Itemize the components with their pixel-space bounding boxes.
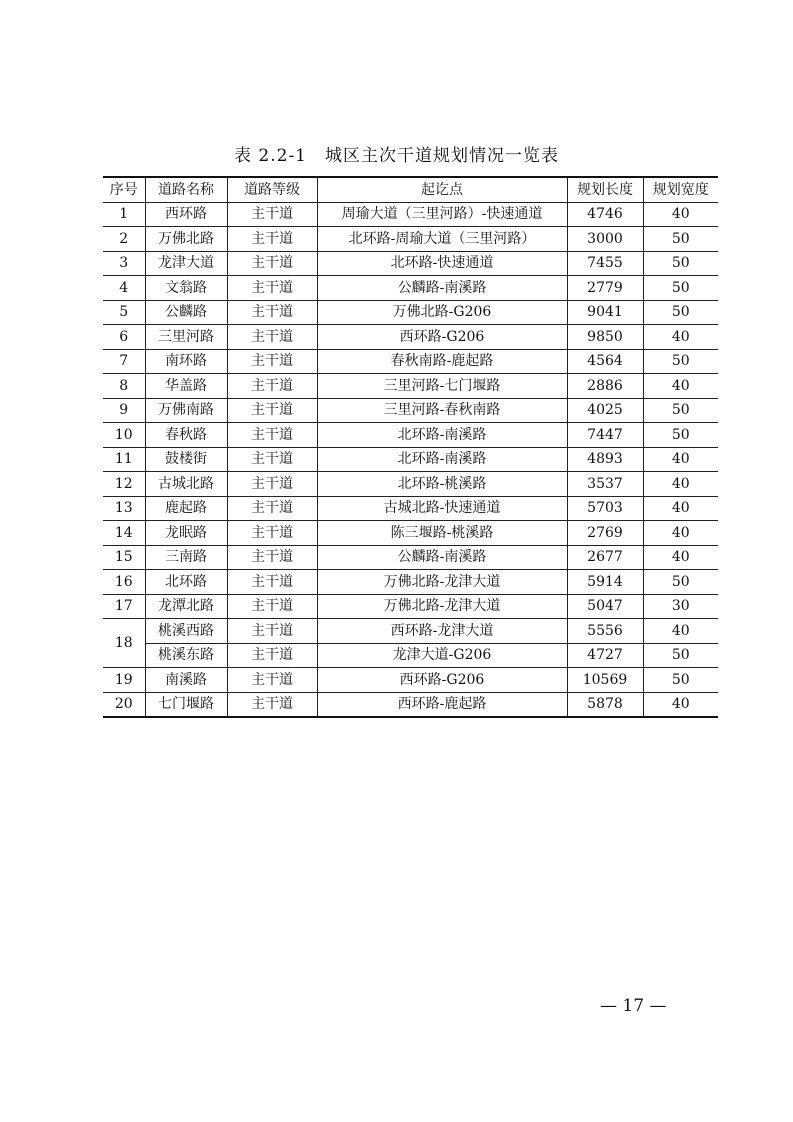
table-row — [103, 619, 718, 644]
cell-no: 5 — [103, 300, 145, 325]
cell-name: 七门堰路 — [145, 692, 227, 717]
cell-grade: 主干道 — [227, 447, 317, 472]
cell-width: 50 — [643, 251, 718, 276]
header-width: 规划宽度 — [643, 177, 718, 202]
table-title: 城区主次干道规划情况一览表 — [325, 146, 559, 166]
cell-width: 30 — [643, 594, 718, 619]
page-number: — 17 — — [600, 996, 667, 1016]
cell-length: 3537 — [567, 472, 643, 497]
cell-length: 2779 — [567, 276, 643, 301]
cell-grade: 主干道 — [227, 276, 317, 301]
cell-name: 古城北路 — [145, 472, 227, 497]
table-row — [103, 202, 718, 227]
cell-name: 桃溪西路 — [145, 619, 227, 644]
cell-route: 西环路-G206 — [317, 668, 567, 693]
cell-length: 5047 — [567, 594, 643, 619]
cell-name: 三南路 — [145, 545, 227, 570]
cell-route: 西环路-G206 — [317, 325, 567, 350]
table-row — [103, 349, 718, 374]
table-row — [103, 496, 718, 521]
cell-width: 50 — [643, 227, 718, 252]
cell-grade: 主干道 — [227, 325, 317, 350]
cell-length: 5556 — [567, 619, 643, 644]
cell-width: 50 — [643, 570, 718, 595]
cell-width: 40 — [643, 496, 718, 521]
table-row — [103, 398, 718, 423]
cell-grade: 主干道 — [227, 545, 317, 570]
cell-route: 春秋南路-鹿起路 — [317, 349, 567, 374]
cell-width: 50 — [643, 423, 718, 448]
cell-name: 龙潭北路 — [145, 594, 227, 619]
table-row — [103, 594, 718, 619]
cell-grade: 主干道 — [227, 202, 317, 227]
cell-length: 5703 — [567, 496, 643, 521]
cell-no: 4 — [103, 276, 145, 301]
cell-grade: 主干道 — [227, 594, 317, 619]
cell-length: 2886 — [567, 374, 643, 399]
cell-no: 20 — [103, 692, 145, 717]
cell-name: 北环路 — [145, 570, 227, 595]
cell-grade: 主干道 — [227, 227, 317, 252]
cell-width: 50 — [643, 276, 718, 301]
cell-grade: 主干道 — [227, 692, 317, 717]
cell-length: 4727 — [567, 643, 643, 668]
table-row — [103, 643, 718, 668]
cell-length: 2769 — [567, 521, 643, 546]
cell-grade: 主干道 — [227, 496, 317, 521]
cell-name: 春秋路 — [145, 423, 227, 448]
cell-width: 40 — [643, 472, 718, 497]
cell-route: 北环路-快速通道 — [317, 251, 567, 276]
cell-width: 40 — [643, 545, 718, 570]
header-length: 规划长度 — [567, 177, 643, 202]
header-grade: 道路等级 — [227, 177, 317, 202]
cell-name: 万佛北路 — [145, 227, 227, 252]
cell-length: 4564 — [567, 349, 643, 374]
header-no: 序号 — [103, 177, 145, 202]
cell-name: 鼓楼街 — [145, 447, 227, 472]
table-row — [103, 521, 718, 546]
cell-no: 7 — [103, 349, 145, 374]
cell-route: 北环路-南溪路 — [317, 423, 567, 448]
cell-no: 9 — [103, 398, 145, 423]
cell-width: 40 — [643, 447, 718, 472]
cell-width: 50 — [643, 643, 718, 668]
cell-grade: 主干道 — [227, 349, 317, 374]
cell-route: 万佛北路-龙津大道 — [317, 594, 567, 619]
cell-name: 南环路 — [145, 349, 227, 374]
cell-no: 13 — [103, 496, 145, 521]
table-header-row — [103, 177, 718, 202]
cell-width: 40 — [643, 521, 718, 546]
cell-route: 公麟路-南溪路 — [317, 276, 567, 301]
cell-route: 龙津大道-G206 — [317, 643, 567, 668]
cell-name: 南溪路 — [145, 668, 227, 693]
table-row — [103, 423, 718, 448]
cell-no: 6 — [103, 325, 145, 350]
cell-name: 西环路 — [145, 202, 227, 227]
cell-route: 周瑜大道（三里河路）-快速通道 — [317, 202, 567, 227]
cell-name: 三里河路 — [145, 325, 227, 350]
cell-length: 10569 — [567, 668, 643, 693]
cell-no: 14 — [103, 521, 145, 546]
cell-name: 公麟路 — [145, 300, 227, 325]
cell-length: 7455 — [567, 251, 643, 276]
cell-length: 3000 — [567, 227, 643, 252]
cell-grade: 主干道 — [227, 251, 317, 276]
cell-route: 万佛北路-龙津大道 — [317, 570, 567, 595]
cell-width: 40 — [643, 619, 718, 644]
cell-route: 古城北路-快速通道 — [317, 496, 567, 521]
cell-grade: 主干道 — [227, 472, 317, 497]
cell-no: 12 — [103, 472, 145, 497]
cell-route: 西环路-龙津大道 — [317, 619, 567, 644]
cell-name: 龙眠路 — [145, 521, 227, 546]
cell-no: 8 — [103, 374, 145, 399]
cell-length: 4893 — [567, 447, 643, 472]
cell-grade: 主干道 — [227, 374, 317, 399]
table-row — [103, 325, 718, 350]
cell-no: 18 — [103, 619, 145, 668]
header-name: 道路名称 — [145, 177, 227, 202]
road-planning-table — [103, 176, 718, 718]
table-row — [103, 668, 718, 693]
cell-length: 9041 — [567, 300, 643, 325]
table-row — [103, 276, 718, 301]
cell-no: 1 — [103, 202, 145, 227]
cell-no: 2 — [103, 227, 145, 252]
table-number: 表 2.2-1 — [234, 146, 307, 166]
table-row — [103, 472, 718, 497]
cell-route: 西环路-鹿起路 — [317, 692, 567, 717]
cell-name: 万佛南路 — [145, 398, 227, 423]
cell-width: 50 — [643, 349, 718, 374]
table-row — [103, 692, 718, 717]
cell-no: 17 — [103, 594, 145, 619]
cell-route: 三里河路-七门堰路 — [317, 374, 567, 399]
table-row — [103, 570, 718, 595]
cell-length: 2677 — [567, 545, 643, 570]
table-row — [103, 227, 718, 252]
cell-route: 陈三堰路-桃溪路 — [317, 521, 567, 546]
cell-length: 7447 — [567, 423, 643, 448]
cell-grade: 主干道 — [227, 619, 317, 644]
cell-name: 桃溪东路 — [145, 643, 227, 668]
cell-route: 北环路-桃溪路 — [317, 472, 567, 497]
cell-grade: 主干道 — [227, 668, 317, 693]
cell-route: 北环路-南溪路 — [317, 447, 567, 472]
table-row — [103, 374, 718, 399]
cell-no: 19 — [103, 668, 145, 693]
cell-length: 5878 — [567, 692, 643, 717]
table-row — [103, 545, 718, 570]
header-route: 起讫点 — [317, 177, 567, 202]
cell-length: 4746 — [567, 202, 643, 227]
table-row — [103, 251, 718, 276]
table-caption — [0, 141, 793, 166]
cell-route: 北环路-周瑜大道（三里河路） — [317, 227, 567, 252]
cell-grade: 主干道 — [227, 570, 317, 595]
cell-name: 文翁路 — [145, 276, 227, 301]
cell-route: 公麟路-南溪路 — [317, 545, 567, 570]
cell-length: 9850 — [567, 325, 643, 350]
cell-width: 50 — [643, 668, 718, 693]
table-row — [103, 447, 718, 472]
cell-no: 16 — [103, 570, 145, 595]
cell-length: 4025 — [567, 398, 643, 423]
cell-route: 万佛北路-G206 — [317, 300, 567, 325]
cell-grade: 主干道 — [227, 643, 317, 668]
cell-grade: 主干道 — [227, 398, 317, 423]
cell-width: 50 — [643, 398, 718, 423]
cell-length: 5914 — [567, 570, 643, 595]
cell-no: 15 — [103, 545, 145, 570]
cell-grade: 主干道 — [227, 423, 317, 448]
cell-width: 40 — [643, 692, 718, 717]
cell-no: 3 — [103, 251, 145, 276]
cell-no: 11 — [103, 447, 145, 472]
cell-width: 50 — [643, 300, 718, 325]
cell-name: 龙津大道 — [145, 251, 227, 276]
cell-route: 三里河路-春秋南路 — [317, 398, 567, 423]
cell-no: 10 — [103, 423, 145, 448]
cell-width: 40 — [643, 325, 718, 350]
cell-grade: 主干道 — [227, 300, 317, 325]
table-row — [103, 300, 718, 325]
cell-name: 华盖路 — [145, 374, 227, 399]
cell-width: 40 — [643, 202, 718, 227]
cell-width: 40 — [643, 374, 718, 399]
cell-name: 鹿起路 — [145, 496, 227, 521]
cell-grade: 主干道 — [227, 521, 317, 546]
